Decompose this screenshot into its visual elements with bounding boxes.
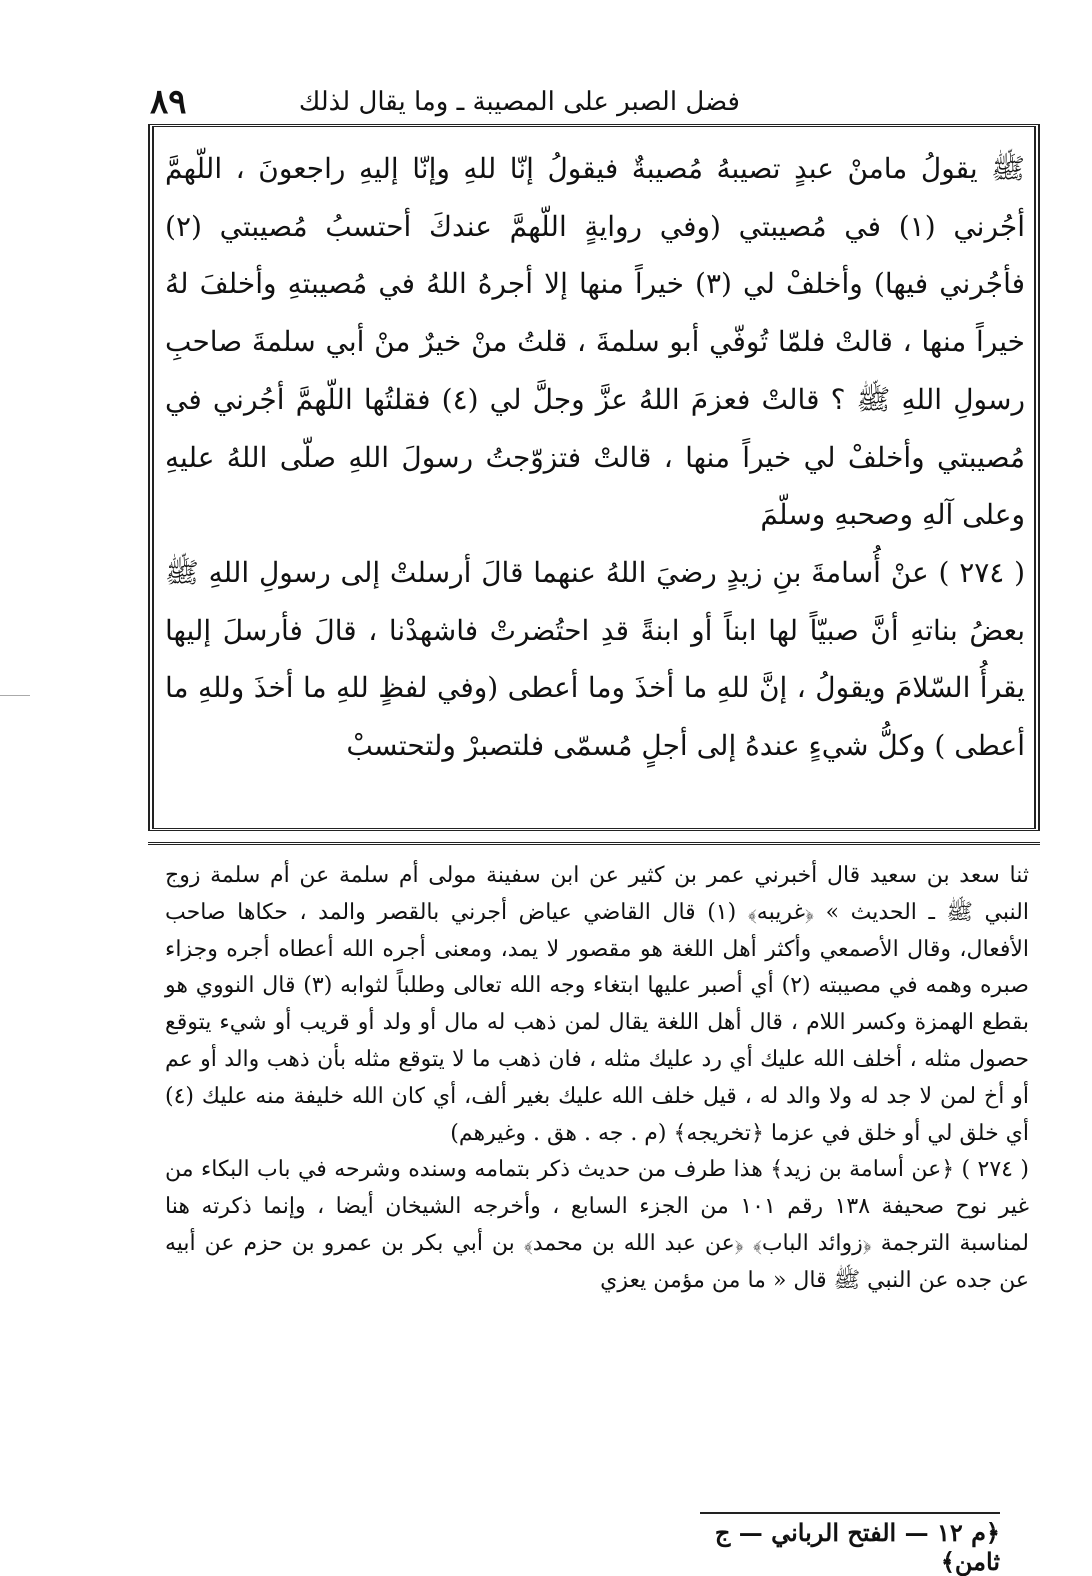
hadith-paragraph: ( ٢٧٤ ) عنْ أُسامةَ بنِ زيدٍ رضيَ اللهُ عنهما قالَ أرسلتْ إلى رسولِ اللهِ ﷺ بعضُ بناتهِ أنَّ صبيّاً لها ابناً أو ابنةً قدِ احتُضرتْ فاشهدْنا ، قالَ فأرسلَ إليها يقرأُ السّلامَ ويقولُ ، إنَّ للهِ ما أخذَ وما أعطى (وفي لفظٍ للهِ ما أخذَ وللهِ ما أعطى ) وكلُّ شيءٍ عندهُ إلى أجلٍ مُسمّى فلتصبرْ ولتحتسبْ xyxy=(165,555,1025,763)
footnote-paragraph: ( ٢٧٤ ) ﴿عن أسامة بن زيد﴾ هذا طرف من حديث ذكر بتمامه وسنده وشرحه في باب البكاء من غير نوح صحيفة ١٣٨ رقم ١٠١ من الجزء السابع ، وأخرجه الشيخان أيضا ، وإنما ذكرته هنا لمناسبة الترجمة ﴿زوائد الباب﴾ ﴿عن عبد الله بن محمد﴾ بن أبي بكر بن عمرو بن حزم عن أبيه عن جده عن النبي ﷺ قال « ما من مؤمن يعزي xyxy=(165,1157,1029,1293)
page-number: ٨٩ xyxy=(150,82,187,122)
running-title: فضل الصبر على المصيبة ـ وما يقال لذلك xyxy=(298,87,740,117)
page-header xyxy=(150,82,1040,122)
page-footer: ﴿م ١٢ — الفتح الرباني — ج ثامن﴾ xyxy=(700,1512,1000,1576)
margin-scan-line xyxy=(0,695,30,696)
main-text xyxy=(165,140,1025,775)
footnote-paragraph: ثنا سعد بن سعيد قال أخبرني عمر بن كثير عن ابن سفينة مولى أم سلمة عن أم سلمة زوج النبي ﷺ ـ الحديث » ﴿غريبه﴾ (١) قال القاضي عياض أجرني بالقصر والمد ، حكاها صاحب الأفعال، وقال الأصمعي وأكثر أهل اللغة هو مقصور لا يمد، ومعنى أجره الله أعطاه أجره وجزاء صبره وهمه في مصيبته (٢) أي أصبر عليها ابتغاء وجه الله تعالى وطلباً لثوابه (٣) قال النووي هو بقطع الهمزة وكسر اللام ، قال أهل اللغة يقال لمن ذهب له مال أو ولد أو قريب أو شيء يتوقع حصول مثله ، أخلف الله عليك أي رد عليك مثله ، فان ذهب ما لا يتوقع مثله بأن ذهب والد أو عم أو أخ لمن لا جد له ولا والد له ، قيل خلف الله عليك بغير ألف، أي كان الله خليفة منه عليك (٤) أي خلق لي أو خلق في عزما ﴿تخريجه﴾ (م . جه . هق . وغيرهم) xyxy=(165,863,1029,1146)
hadith-paragraph: ﷺ يقولُ مامنْ عبدٍ تصيبهُ مُصيبةٌ فيقولُ إنّا للهِ وإنّا إليهِ راجعونَ ، اللّهمَّ أجُرني (١) في مُصيبتي (وفي روايةٍ اللّهمَّ عندكَ أحتسبُ مُصيبتي (٢) فأجُرني فيها) وأخلفْ لي (٣) خيراً منها إلا أجرهُ اللهُ في مُصيبتهِ وأخلفَ لهُ خيراً منها ، قالتْ فلمّا تُوفّي أبو سلمةَ ، قلتُ منْ خيرٌ منْ أبي سلمةَ صاحبِ رسولِ اللهِ ﷺ ؟ قالتْ فعزمَ اللهُ عزَّ وجلَّ لي (٤) فقلتُها اللّهمَّ أجُرني في مُصيبتي وأخلفْ لي خيراً منها ، قالتْ فتزوّجتُ رسولَ اللهِ صلّى اللهُ عليهِ وعلى آلهِ وصحبهِ وسلّمَ xyxy=(165,152,1026,532)
footnote-separator xyxy=(148,842,1040,845)
footnotes xyxy=(165,858,1029,1300)
